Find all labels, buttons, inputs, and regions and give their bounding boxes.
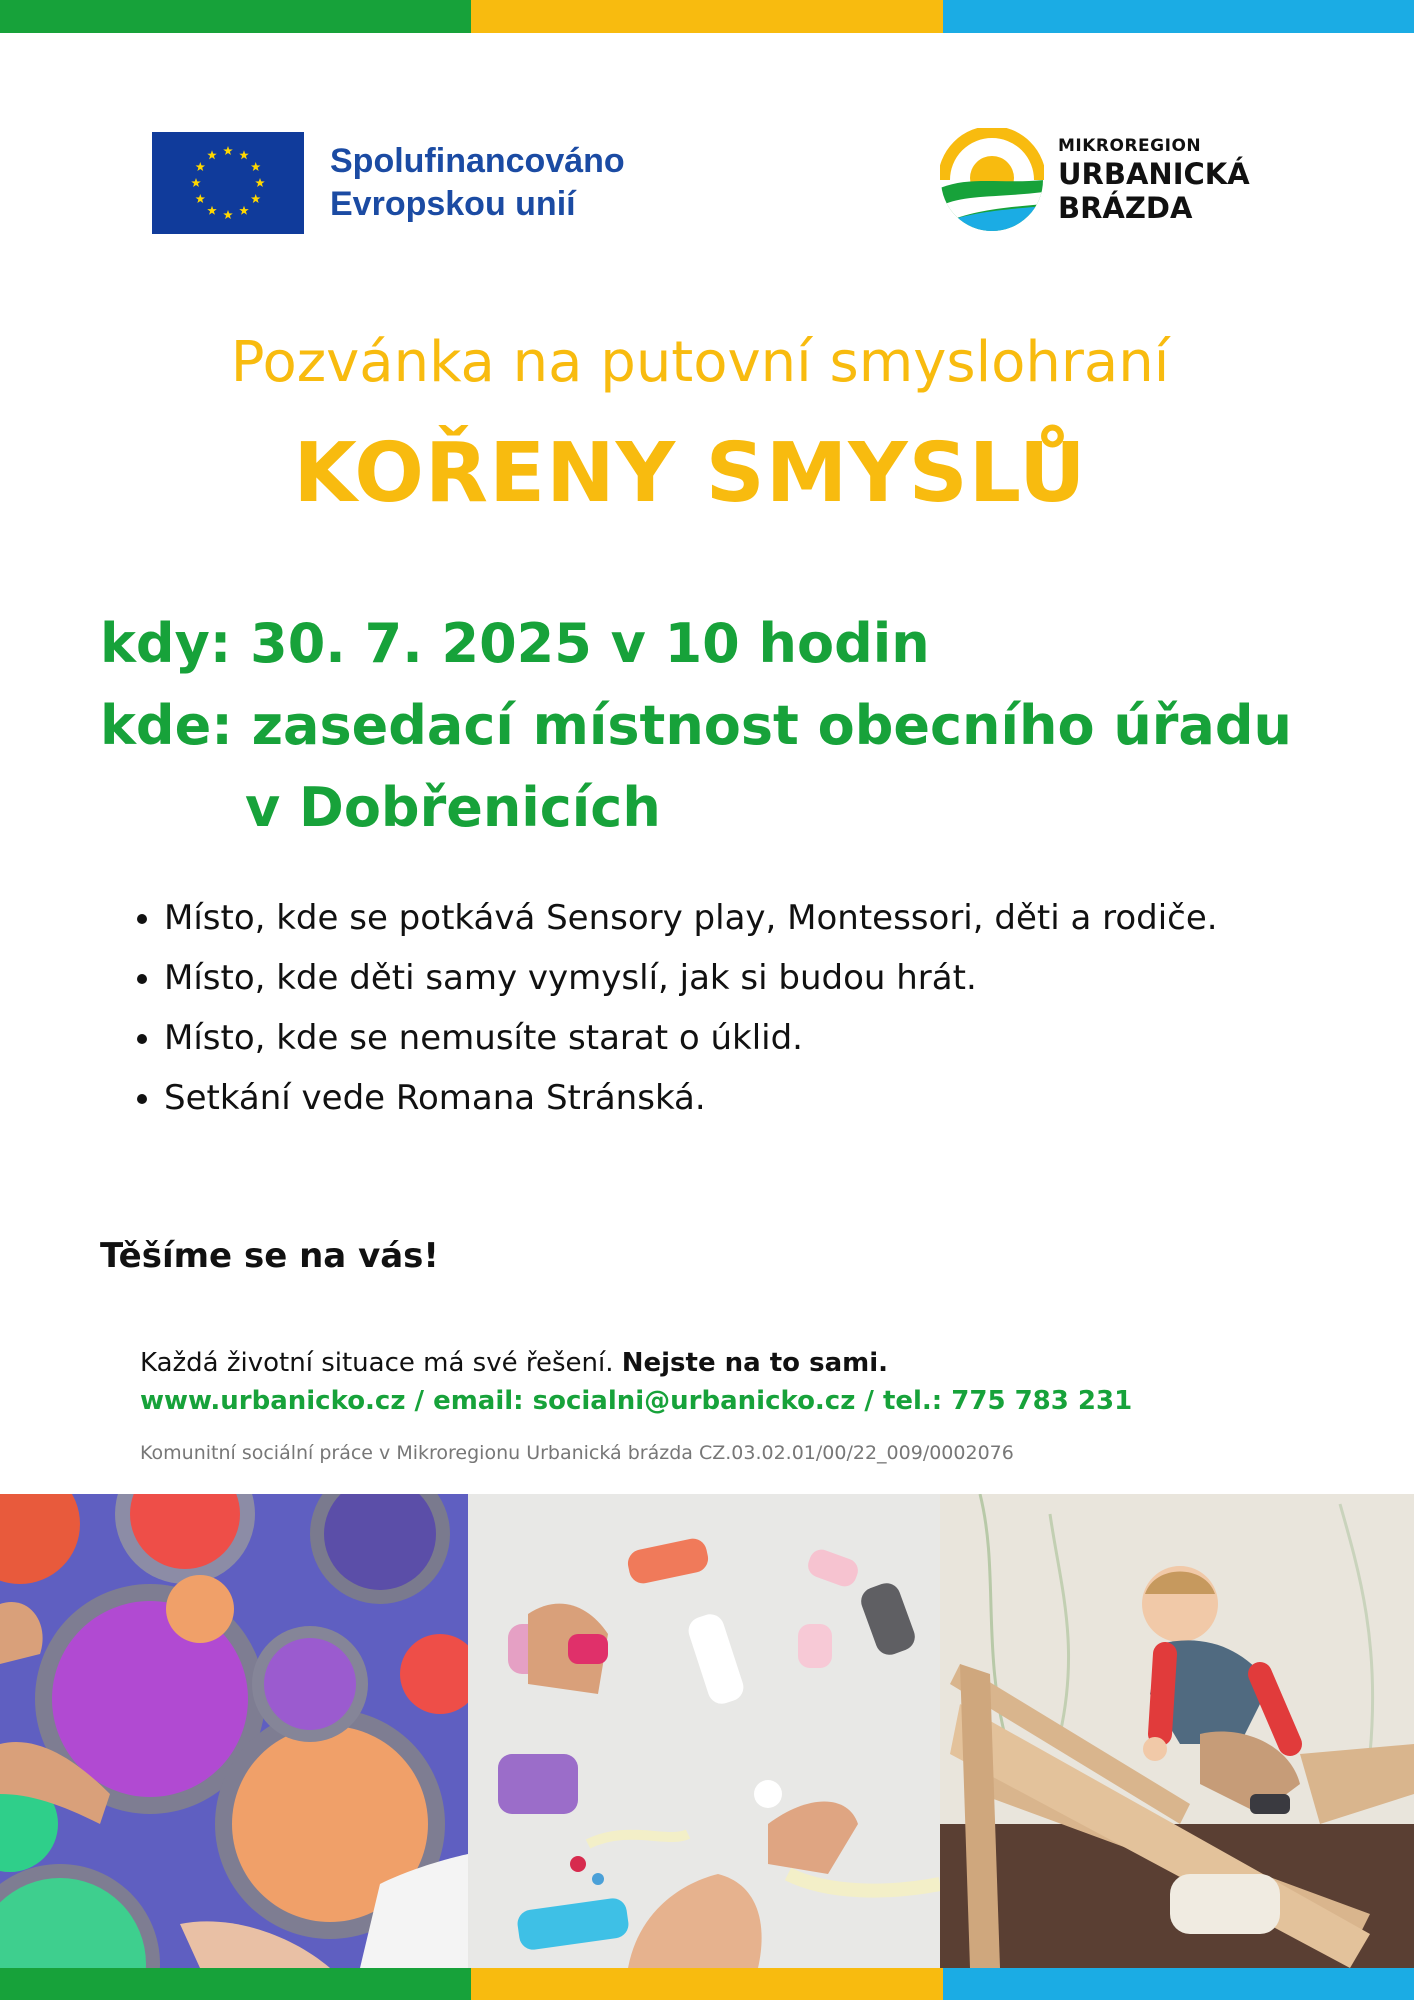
eu-logo-line2: Evropskou unií (330, 185, 576, 223)
event-where: kde: zasedací místnost obecního úřadu (100, 694, 1292, 757)
sun-landscape-icon (940, 128, 1044, 232)
stripe-blue (943, 1968, 1414, 2000)
eu-star (251, 162, 261, 171)
event-title: KOŘENY SMYSLŮ (293, 426, 1087, 521)
stripe-blue (943, 0, 1414, 33)
list-item: • Setkání vede Romana Stránská. (164, 1068, 1284, 1128)
event-features-list (130, 888, 1284, 1128)
footer-tagline-normal: Každá životní situace má své řešení. (140, 1348, 614, 1378)
footer-tagline-bold: Nejste na to sami. (621, 1348, 888, 1378)
photo-strip (0, 1494, 1414, 1968)
sensory-discs-photo (0, 1494, 468, 1968)
stripe-green (0, 0, 471, 33)
baby-climbing-photo (940, 1494, 1414, 1968)
eu-star (223, 210, 233, 219)
mikroregion-logo-text (1058, 135, 1250, 225)
mikroregion-logo (940, 128, 1250, 232)
event-when: kdy: 30. 7. 2025 v 10 hodin (100, 612, 930, 675)
mikroregion-name-line1: URBANICKÁ (1058, 157, 1250, 191)
list-item: • Místo, kde se potkává Sensory play, Montessori, děti a rodiče. (164, 888, 1284, 948)
footer-contacts[interactable]: www.urbanicko.cz / email: socialni@urbanicko.cz / tel.: 775 783 231 (140, 1386, 1133, 1416)
eu-star (239, 206, 249, 215)
play-dough-photo (468, 1494, 940, 1968)
eu-logo-line1: Spolufinancováno (330, 142, 625, 180)
mikroregion-name-line2: BRÁZDA (1058, 191, 1193, 225)
event-where-line2: v Dobřenicích (245, 776, 661, 839)
top-color-stripe (0, 0, 1414, 33)
eu-star (196, 194, 206, 203)
eu-star (207, 206, 217, 215)
eu-star (255, 178, 265, 187)
mikroregion-label: MIKROREGION (1058, 136, 1202, 156)
stripe-yellow (471, 0, 942, 33)
eu-star (251, 194, 261, 203)
eu-star (196, 162, 206, 171)
eu-cofinanced-logo (152, 132, 625, 234)
stripe-green (0, 1968, 471, 2000)
bottom-color-stripe (0, 1968, 1414, 2000)
eu-logo-text (330, 140, 625, 226)
list-item: • Místo, kde děti samy vymyslí, jak si budou hrát. (164, 948, 1284, 1008)
list-item: • Místo, kde se nemusíte starat o úklid. (164, 1008, 1284, 1068)
eu-star (207, 150, 217, 159)
footer-tagline (140, 1348, 888, 1378)
invitation-subtitle: Pozvánka na putovní smyslohraní (230, 330, 1170, 395)
eu-star (223, 146, 233, 155)
footer-project-id: Komunitní sociální práce v Mikroregionu Urbanická brázda CZ.03.02.01/00/22_009/0002076 (140, 1442, 1014, 1464)
eu-star (239, 150, 249, 159)
greeting: Těšíme se na vás! (100, 1236, 439, 1276)
stripe-yellow (471, 1968, 942, 2000)
eu-flag-icon (152, 132, 304, 234)
eu-star (191, 178, 201, 187)
